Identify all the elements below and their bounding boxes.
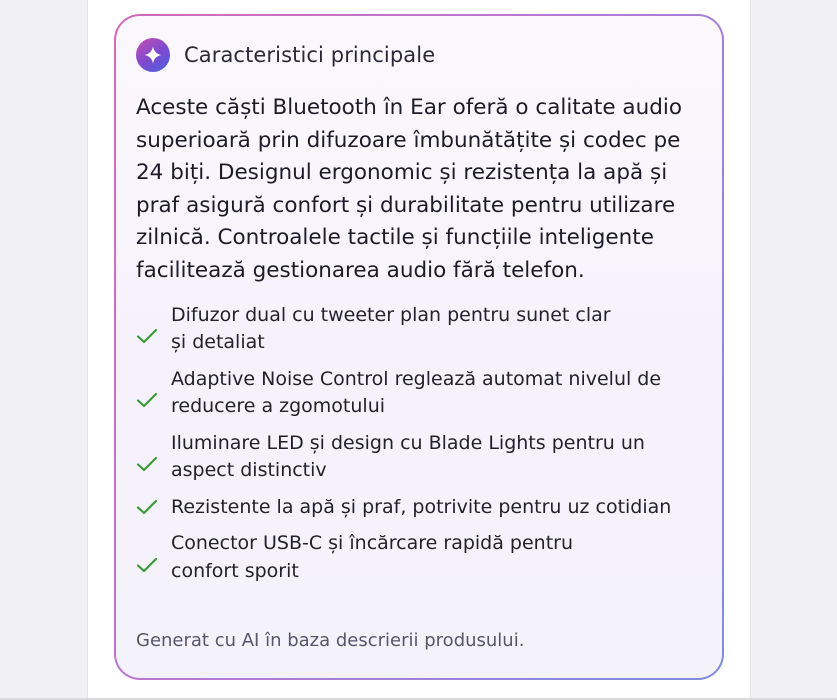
ai-sparkle-icon [136,38,170,72]
feature-text-line: aspect distinctiv [171,459,327,482]
feature-item [136,302,702,357]
ai-summary-card-body [116,16,722,678]
checkmark-icon [136,543,166,573]
checkmark-icon [136,442,166,472]
card-title: Caracteristici principale [184,43,436,67]
checkmark-icon [136,378,166,408]
feature-list [136,302,702,586]
feature-text-line: Adaptive Noise Control reglează automat nivelul de [171,367,662,390]
feature-text [171,302,611,357]
feature-text-line: Iluminare LED și design cu Blade Lights pentru un [171,431,645,454]
feature-text-line: și detaliat [171,331,265,354]
feature-text-line: Conector USB-C și încărcare rapidă pentru [171,532,574,555]
product-summary: Aceste căști Bluetooth în Ear oferă o calitate audio superioară prin difuzoare îmbunătățite și codec pe 24 biți. Designul ergonomic și rezistența la apă și praf asigură confort și durabilitate pentru utilizare zilnică. Controalele tactile și funcțiile inteligente facilitează gestionarea audio fără telefon. [136,95,682,283]
left-gutter [0,0,88,700]
feature-text [171,366,661,421]
ai-summary-card [114,14,724,680]
ai-disclaimer: Generat cu AI în baza descrierii produsului. [136,630,525,651]
feature-item [136,530,702,585]
feature-text [171,430,645,485]
right-gutter [750,0,837,700]
feature-text [171,530,573,585]
feature-text-line: Rezistente la apă și praf, potrivite pentru uz cotidian [171,495,672,518]
checkmark-icon [136,314,166,344]
feature-item [136,430,702,485]
feature-text-line: reducere a zgomotului [171,395,386,418]
feature-item [136,366,702,421]
feature-text-line: Difuzor dual cu tweeter plan pentru sunet clar [171,303,611,326]
feature-item [136,494,702,522]
feature-text-line: confort sporit [171,559,299,582]
checkmark-icon [136,499,166,515]
card-header [136,37,702,73]
feature-text [171,494,671,522]
